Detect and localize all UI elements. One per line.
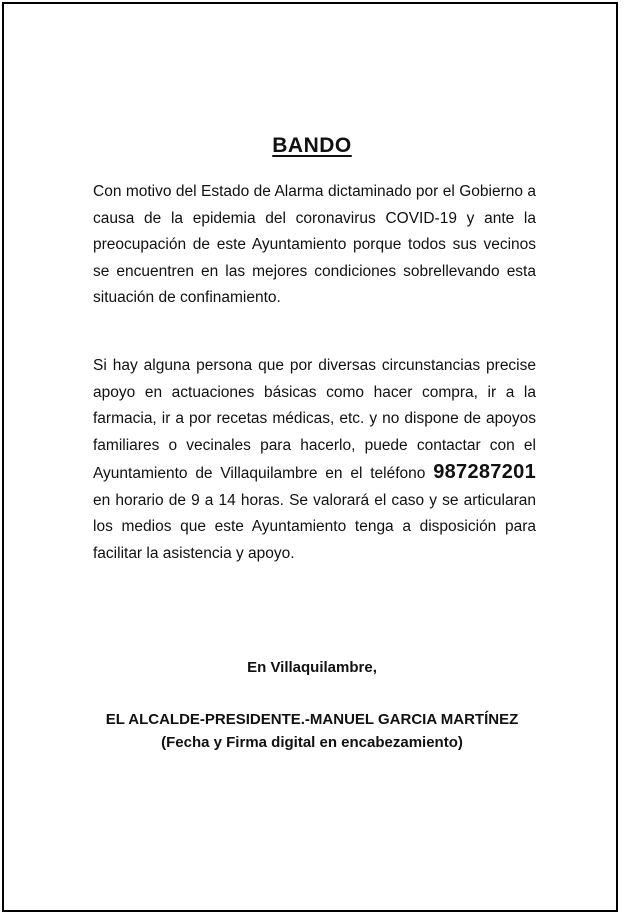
paragraph-assistance (93, 353, 536, 567)
place-line: En Villaquilambre, (247, 659, 377, 676)
paragraph-alarm-state: Con motivo del Estado de Alarma dictaminado por el Gobierno a causa de la epidemia del coronavirus COVID-19 y ante la preocupación de este Ayuntamiento porque todos sus vecinos se encuentren en las mejores condiciones sobrellevando esta situación de confinamiento. (93, 183, 536, 306)
document-title: BANDO (272, 134, 352, 157)
signature-note: (Fecha y Firma digital en encabezamiento) (161, 734, 463, 751)
paragraph-assistance-text-after: en horario de 9 a 14 horas. Se valorará el caso y se articularan los medios que este Ayuntamiento tenga a disposición para facilitar la asistencia y apoyo. (93, 491, 536, 562)
document-page (2, 2, 618, 912)
signer-line: EL ALCALDE-PRESIDENTE.-MANUEL GARCIA MARTÍNEZ (105, 711, 519, 728)
phone-number: 987287201 (433, 461, 536, 483)
paragraph-assistance-text-before: Si hay alguna persona que por diversas circunstancias precise apoyo en actuaciones básicas como hacer compra, ir a la farmacia, ir a por recetas médicas, etc. y no dispone de apoyos familiares o vecinales para hacerlo, puede contactar con el Ayuntamiento de Villaquilambre en el teléfono (93, 357, 536, 482)
